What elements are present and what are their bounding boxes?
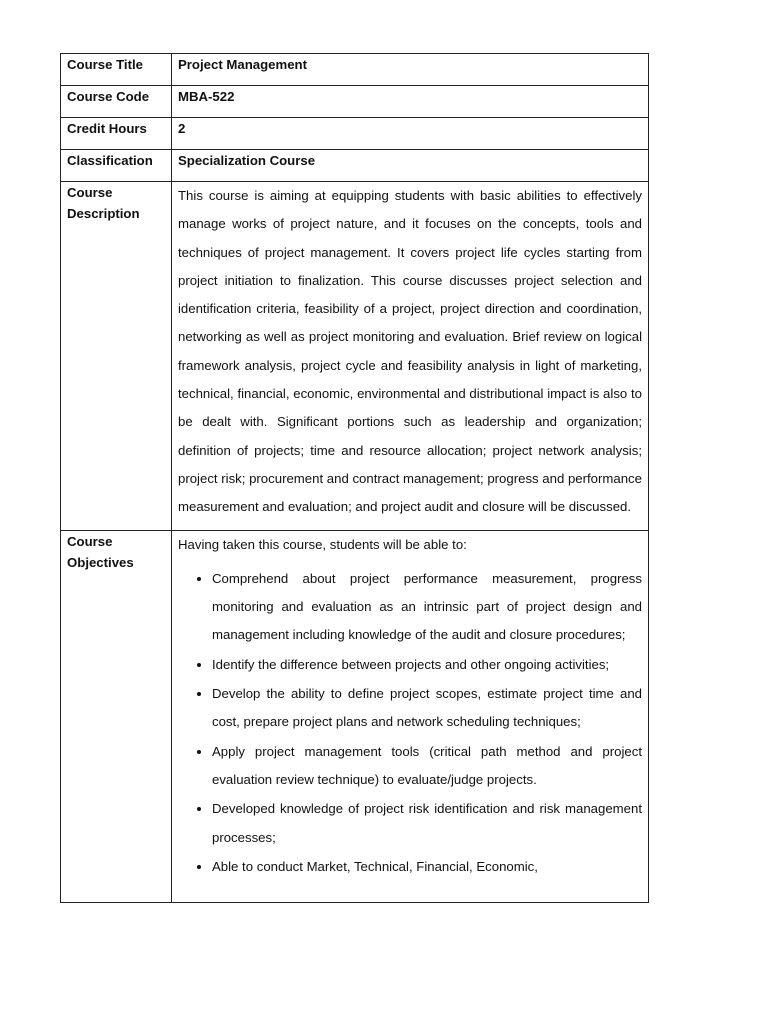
row-credit-hours xyxy=(61,118,649,150)
credit-hours-label: Credit Hours xyxy=(61,118,172,150)
objective-item: • Identify the difference between projects and other ongoing activities; xyxy=(212,651,642,679)
objective-item: • Comprehend about project performance measurement, progress monitoring and evaluation as an intrinsic part of project design and management including knowledge of the audit and closure procedures; xyxy=(212,565,642,650)
course-description-text: This course is aiming at equipping students with basic abilities to effectively manage works of project nature, and it focuses on the concepts, tools and techniques of project management. It covers project life cycles starting from project initiation to finalization. This course discusses project selection and identification criteria, feasibility of a project, project direction and coordination, networking as well as project monitoring and evaluation. Brief review on logical framework analysis, project cycle and feasibility analysis in light of marketing, technical, financial, economic, environmental and distributional impact is also to be dealt with. Significant portions such as leadership and organization; definition of projects; time and resource allocation; project network analysis; project risk; procurement and contract management; progress and performance measurement and evaluation; and project audit and closure will be discussed. xyxy=(172,182,649,531)
course-objectives-label: Course Objectives xyxy=(61,530,172,902)
classification-label: Classification xyxy=(61,150,172,182)
objective-item: • Developed knowledge of project risk identification and risk management processes; xyxy=(212,795,642,852)
course-title-value: Project Management xyxy=(172,54,649,86)
objective-item: • Develop the ability to define project scopes, estimate project time and cost, prepare project plans and network scheduling techniques; xyxy=(212,680,642,737)
classification-value: Specialization Course xyxy=(172,150,649,182)
objectives-intro: Having taken this course, students will be able to: xyxy=(178,536,467,552)
objectives-list xyxy=(178,565,642,881)
row-classification xyxy=(61,150,649,182)
row-course-description xyxy=(61,182,649,531)
row-course-title xyxy=(61,54,649,86)
objective-item: • Able to conduct Market, Technical, Financial, Economic, xyxy=(212,853,642,881)
row-course-code xyxy=(61,86,649,118)
course-objectives-cell xyxy=(172,530,649,902)
course-code-value: MBA-522 xyxy=(172,86,649,118)
course-info-table xyxy=(60,53,649,903)
objective-item: • Apply project management tools (critical path method and project evaluation review technique) to evaluate/judge projects. xyxy=(212,738,642,795)
course-title-label: Course Title xyxy=(61,54,172,86)
credit-hours-value: 2 xyxy=(172,118,649,150)
row-course-objectives xyxy=(61,530,649,902)
course-code-label: Course Code xyxy=(61,86,172,118)
course-description-label: Course Description xyxy=(61,182,172,531)
